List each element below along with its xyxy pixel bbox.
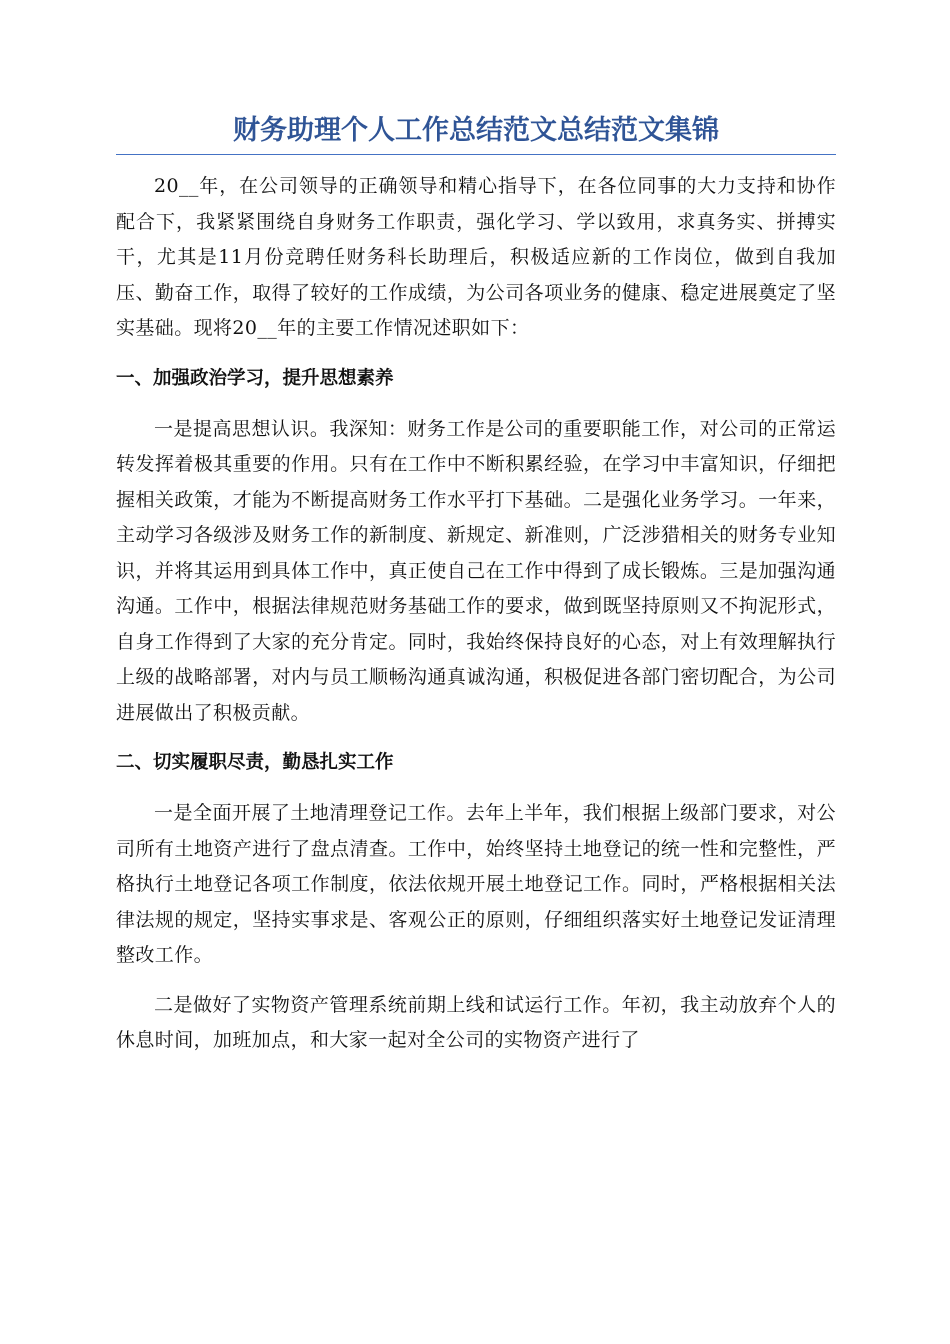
section-2-paragraph-1: 一是全面开展了土地清理登记工作。去年上半年，我们根据上级部门要求，对公司所有土地资产进行了盘点清查。工作中，始终坚持土地登记的统一性和完整性，严格执行土地登记各项工作制度，依法依规开展土地登记工作。同时，严格根据相关法律法规的规定，坚持实事求是、客观公正的原则，仔细组织落实好土地登记发证清理整改工作。 xyxy=(116,802,836,966)
document-page xyxy=(116,112,836,1073)
section-1-heading: 一、加强政治学习，提升思想素养 xyxy=(116,367,394,389)
section-2-paragraph-2: 二是做好了实物资产管理系统前期上线和试运行工作。年初，我主动放弃个人的休息时间，加班加点，和大家一起对全公司的实物资产进行了 xyxy=(116,993,836,1051)
document-title: 财务助理个人工作总结范文总结范文集锦 xyxy=(116,112,836,155)
intro-paragraph: 20__年，在公司领导的正确领导和精心指导下，在各位同事的大力支持和协作配合下，我紧紧围绕自身财务工作职责，强化学习、学以致用，求真务实、拼搏实干，尤其是11月份竞聘任财务科长助理后，积极适应新的工作岗位，做到自我加压、勤奋工作，取得了较好的工作成绩，为公司各项业务的健康、稳定进展奠定了坚实基础。现将20__年的主要工作情况述职如下： xyxy=(116,175,836,339)
section-2-heading: 二、切实履职尽责，勤恳扎实工作 xyxy=(116,752,394,773)
section-1-paragraph-1: 一是提高思想认识。我深知：财务工作是公司的重要职能工作，对公司的正常运转发挥着极其重要的作用。只有在工作中不断积累经验，在学习中丰富知识，仔细把握相关政策，才能为不断提高财务工作水平打下基础。二是强化业务学习。一年来，主动学习各级涉及财务工作的新制度、新规定、新准则，广泛涉猎相关的财务专业知识，并将其运用到具体工作中，真正使自己在工作中得到了成长锻炼。三是加强沟通沟通。工作中，根据法律规范财务基础工作的要求，做到既坚持原则又不拘泥形式，自身工作得到了大家的充分肯定。同时，我始终保持良好的心态，对上有效理解执行上级的战略部署，对内与员工顺畅沟通真诚沟通，积极促进各部门密切配合，为公司进展做出了积极贡献。 xyxy=(116,417,836,724)
